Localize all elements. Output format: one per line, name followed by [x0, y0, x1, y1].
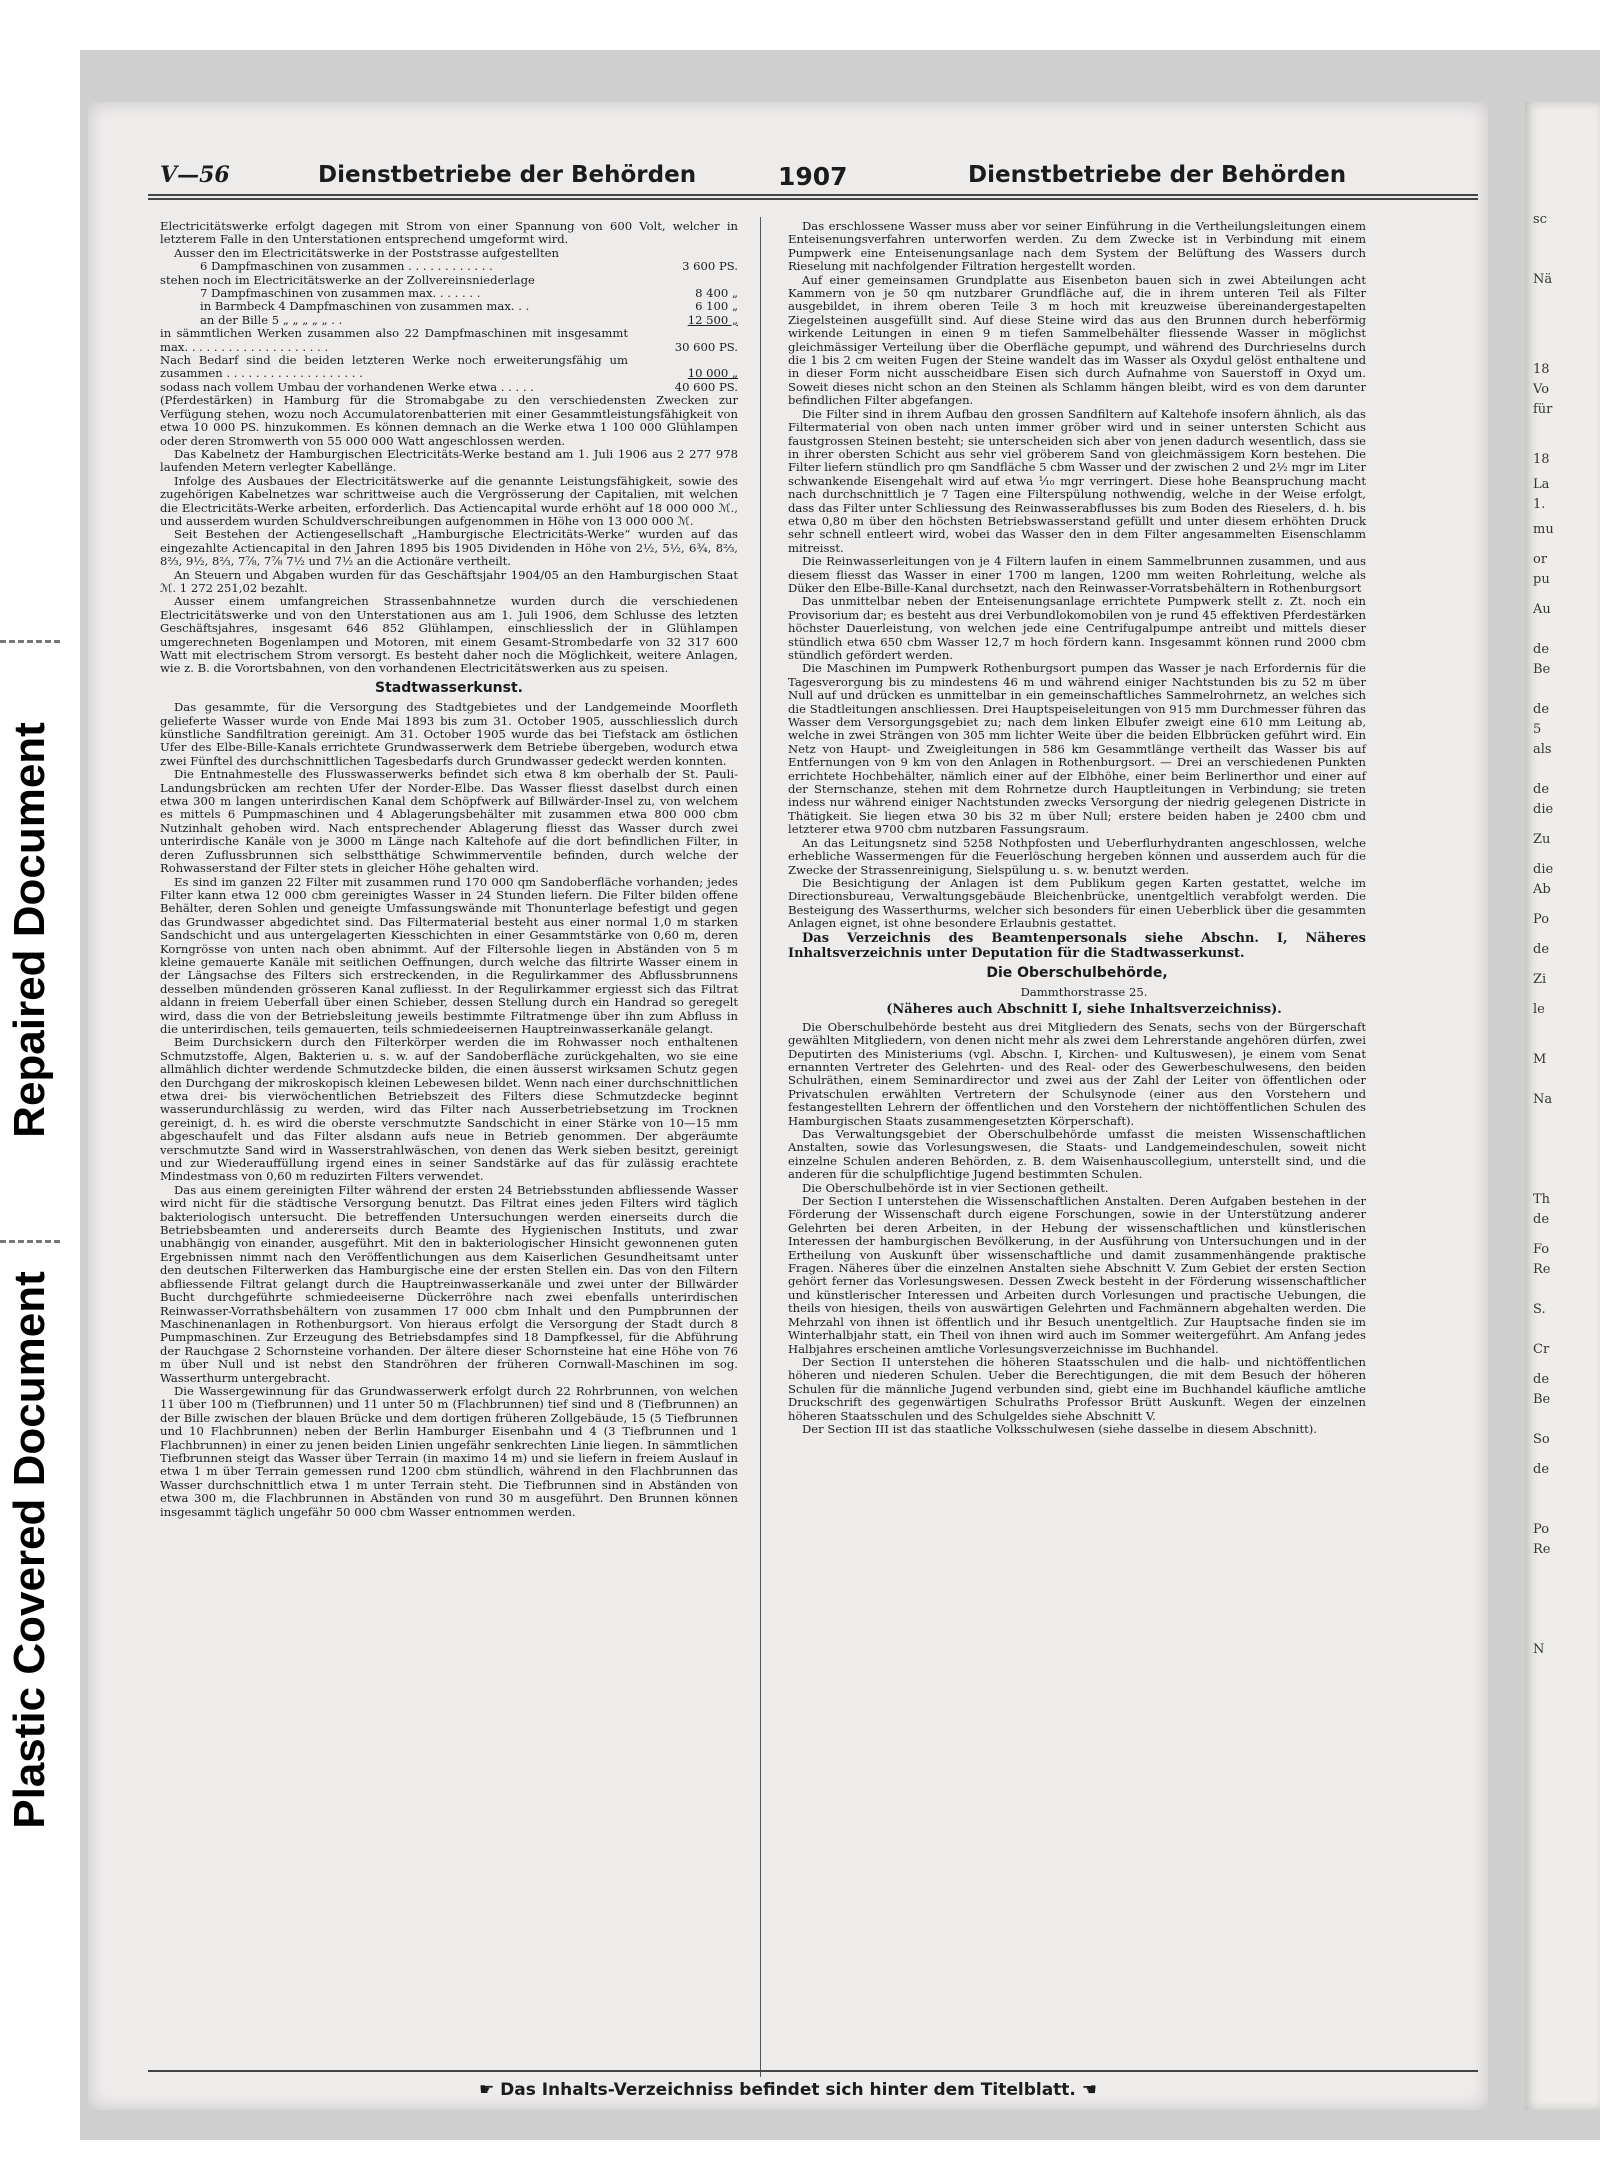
table-value: 10 000 „ [687, 366, 738, 381]
footer-rule [148, 2070, 1478, 2072]
paragraph: Das Kabelnetz der Hamburgischen Electricitäts-Werke bestand am 1. Juli 1906 aus 2 277 978 laufenden Metern verlegter Kabellänge. [160, 446, 738, 475]
next-page-fragment: La [1533, 477, 1550, 492]
paragraph: Die Besichtigung der Anlagen ist dem Publikum gegen Karten gestattet, welche im Directionsbureau, Verwaltungsgebäude Bleichenbrücke, unentgeltlich verabfolgt werden. Die Besteigung des Wasserthurms, welcher sich besonders für einen Ueberblick über die gesammten Anlagen eignet, ist ohne besondere Erlaubnis gestattet. [788, 875, 1366, 931]
document-page [88, 102, 1488, 2110]
next-page-fragment: de [1533, 782, 1550, 797]
paragraph: Das aus einem gereinigten Filter während der ersten 24 Betriebsstunden abfliessende Wasser wird nicht für die städtische Versorgung benutzt. Das Filtrat eines jeden Filters wird täglich bakteriologisch untersucht. Die betreffenden Untersuchungen werden einerseits durch die Betriebsbeamten und andererseits durch Beamte des Hygienischen Instituts, und zwar unabhängig von einander, ausgeführt. Mit den in bakteriologischer Hinsicht gewonnenen guten Ergebnissen nimmt nach den Veröffentlichungen aus dem Kaiserlichen Gesundheitsamt unter den deutschen Filterwerken das Hamburgische eine der ersten Stellen ein. Das von den Filtern abfliessende Filtrat gelangt durch die Hauptreinwasserkanäle und zwei unter der Billwärder Bucht durchgeführte schmiedeeiserne Dückerröhre nach zwei ebenfalls unterirdischen Reinwasser-Vorrathsbehältern von zusammen 17 000 cbm Inhalt und den Pumpbrunnen der Maschinenanlagen in Rothenburgsort. Von hieraus erfolgt die Versorgung der Stadt durch 8 Pumpmaschinen. Zur Erzeugung des Betriebsdampfes sind 18 Dampfkessel, für die Abführung der Rauchgase 2 Schornsteine vorhanden. Der ältere dieser Schornsteine hat eine Höhe von 76 m über Null und ist nebst den Standröhren der früheren Cornwall-Maschinen im sog. Wasserthurm untergebracht. [160, 1182, 738, 1385]
next-page-fragment: de [1533, 1462, 1550, 1477]
paragraph: Die Reinwasserleitungen von je 4 Filtern laufen in einem Sammelbrunnen zusammen, und aus diesem fliesst das Wasser in einer 1700 m langen, 1200 mm weiten Rohrleitung, welche als Düker den Elbe-Bille-Kanal durchsetzt, nach den Reinwasser-Vorratsbehältern in Rothenburgsort [788, 554, 1366, 595]
table-value [628, 274, 738, 287]
paragraph: Das gesammte, für die Versorgung des Stadtgebietes und der Landgemeinde Moorfleth gelieferte Wasser wurde von Ende Mai 1893 bis zum 31. October 1905, ausschliesslich durch künstliche Sandfiltration gereinigt. Am 31. October 1905 wurde das bei Tiefstack am östlichen Ufer des Elbe-Bille-Kanals errichtete Grundwasserwerk dem Betriebe übergeben, wodurch etwa zwei Fünftel des durchschnittlichen Tagesbedarfs durch Grundwasser gedeckt werden konnten. [160, 700, 738, 768]
next-page-fragment: die [1533, 802, 1554, 817]
paragraph: Die Wassergewinnung für das Grundwasserwerk erfolgt durch 22 Rohrbrunnen, von welchen 11 über 100 m (Tiefbrunnen) und 11 unter 50 m (Flachbrunnen) tief sind und 8 (Tiefbrunnen) an der Bille zwischen der blauen Brücke und dem dortigen früheren Zollgebäude, 15 (5 Tiefbrunnen und 10 Flachbrunnen) neben der Berlin Hamburger Eisenbahn und 4 (3 Tiefbrunnen und 1 Flachbrunnen) in einer zu jenen beiden Linien ungefähr senkrechten Linie liegen. In sämmtlichen Tiefbrunnen steigt das Wasser über Terrain (in maximo 14 m) und sie liefern in freiem Auslauf in etwa 1 m über Terrain gemessen rund 1200 cbm stündlich, während in den Flachbrunnen das Wasser durchschnittlich etwa 1 m unter Terrain steht. Die Tiefbrunnen sind in Abständen von etwa 300 m, die Flachbrunnen in Abständen von rund 30 m ausgeführt. Den Brunnen können insgesammt täglich ungefähr 50 000 cbm Wasser entnommen werden. [160, 1383, 738, 1519]
next-page-fragment: Cr [1533, 1342, 1550, 1357]
repaired-label [0, 650, 60, 1210]
next-page-fragment: 5 [1533, 722, 1542, 737]
next-page-fragment: 18 [1533, 362, 1550, 377]
next-page-fragment: de [1533, 702, 1550, 717]
paragraph: Das unmittelbar neben der Enteisenungsanlage errichtete Pumpwerk stellt z. Zt. noch ein Provisorium dar; es besteht aus drei Verbundlokomobilen von je rund 45 effektiven Pferdestärken höchster Dauerleistung, von welchen jede eine Centrifugalpumpe antreibt und mittels dieser stündlich etwa 650 cbm Wasser 12,7 m hoch fördern kann. Insgesammt können rund 2000 cbm stündlich gefördert werden. [788, 594, 1366, 662]
table-label: in sämmtlichen Werken zusammen also 22 Dampfmaschinen mit insgesammt max. . . . . . . . . . . . . . . . . . . . [160, 326, 628, 354]
next-page-fragment: M [1533, 1052, 1547, 1067]
next-page-fragment: Fo [1533, 1242, 1550, 1257]
pointing-hand-icon: ☚ [1075, 2080, 1098, 2100]
paragraph: Seit Bestehen der Actiengesellschaft „Hamburgische Electricitäts-Werke“ wurden auf das eingezahlte Actiencapital in den Jahren 1895 bis 1905 Dividenden in Höhe von 2½, 5½, 6¾, 8⅔, 8⅔, 9½, 8⅔, 7⅞, 7⅞ 7½ und 7½ an die Actionäre vertheilt. [160, 527, 738, 569]
next-page-fragment: Zu [1533, 832, 1551, 847]
plastic-label-text: Plastic Covered Document [5, 1271, 54, 1829]
next-page-fragment: mu [1533, 522, 1554, 537]
label-divider [0, 640, 60, 643]
pointing-hand-icon: ☛ [478, 2080, 501, 2100]
table-value: 3 600 PS. [682, 259, 738, 274]
right-column [788, 220, 1366, 1436]
left-column [160, 220, 738, 1519]
next-page-fragment: de [1533, 942, 1550, 957]
table-value: 40 600 PS. [674, 379, 738, 394]
next-page-fragment: Po [1533, 1522, 1550, 1537]
table-label: an der Bille 5 „ „ „ „ „ . . [200, 312, 343, 327]
section-heading: Stadtwasserkunst. [375, 679, 523, 696]
paragraph: Das erschlossene Wasser muss aber vor seiner Einführung in die Vertheilungsleitungen einem Enteisenungsverfahren unterworfen werden. Zu dem Zwecke ist in Verbindung mit einem Pumpwerk eine Enteisenungsanlage nach dem System der Belüftung des Wassers durch Rieselung mit nachfolgender Filtration hergestellt worden. [788, 219, 1366, 274]
repaired-label-text: Repaired Document [5, 722, 55, 1138]
table-row [160, 274, 738, 287]
paragraph: Infolge des Ausbaues der Electricitätswerke auf die genannte Leistungsfähigkeit, sowie des zugehörigen Kabelnetzes war schrittweise auch die Vergrösserung der Capitalien, mit welchen die Electricitäts-Werke arbeiten, erforderlich. Das Actiencapital wurde erhöht auf 18 000 000 ℳ., und ausserdem wurden Schuldverschreibungen aufgenommen in Höhe von 13 000 000 ℳ. [160, 473, 738, 528]
next-page-fragment: die [1533, 862, 1554, 877]
next-page-fragment: de [1533, 1212, 1550, 1227]
next-page-fragment: Be [1533, 1392, 1551, 1407]
next-page-fragment: Th [1533, 1192, 1551, 1207]
next-page-fragment: de [1533, 642, 1550, 657]
paragraph: Die Entnahmestelle des Flusswasserwerks befindet sich etwa 8 km oberhalb der St. Pauli-Landungsbrücken am rechten Ufer der Norder-Elbe. Das Wasser fliesst daselbst durch einen etwa 300 m langen unterirdischen Kanal dem Schöpfwerk auf Billwärder-Insel zu, von welchem es mittels 6 Pumpmaschinen und 4 Ablagerungsbehälter mit zusammen etwa 800 000 cbm Nutzinhalt gehoben wird. Nach entsprechender Ablagerung fliesst das Wasser durch zwei unterirdische Kanäle von je 3000 m Länge nach Kaltehofe auf die dort befindlichen Filter, in deren Zuflussbrunnen sich selbstthätige Schwimmerventile befinden, durch welche der Rohwasserstand der Filter stets in gleicher Höhe gehalten wird. [160, 767, 738, 876]
reference-note: Das Verzeichnis des Beamtenpersonals siehe Abschn. I, Näheres Inhaltsverzeichnis unter Deputation für die Stadtwasserkunst. [788, 930, 1366, 961]
next-page-fragment: So [1533, 1432, 1550, 1447]
running-title-right: Dienstbetriebe der Behörden [968, 162, 1347, 188]
footer-text: Das Inhalts-Verzeichniss befindet sich hinter dem Titelblatt. [500, 2080, 1076, 2100]
table-label: 6 Dampfmaschinen von zusammen . . . . . . . . . . . . [200, 259, 493, 274]
address: Dammthorstrasse 25. [1020, 984, 1148, 999]
paragraph: Es sind im ganzen 22 Filter mit zusammen rund 170 000 qm Sandoberfläche vorhanden; jedes Filter kann etwa 12 000 cbm gereinigtes Wasser in 24 Stunden liefern. Die Filter bilden offene Behälter, deren Sohlen und geneigte Umfassungswände mit Thonunterlage befestigt und gegen das Grundwasser abgedichtet sind. Das Filtermaterial besteht aus einer normal 1,0 m starken Sandschicht und aus untergelagerten Kiesschichten in einer Gesammtstärke von 0,60 m, deren Korngrösse von unten nach oben abnimmt. Auf der Filtersohle liegen in Abständen von 5 m kleine gemauerte Kanäle mit seitlichen Oeffnungen, durch welche das filtrirte Wasser einem in der Längsachse des Filters sich erstreckenden, in die Regulirkammer des Abflussbrunnens desselben mündenden grösseren Kanal zufliesst. In der Regulirkammer ergiesst sich das Filtrat aldann in freiem Ueberfall über einen Schieber, dessen Stellung durch ein Handrad so geregelt wird, dass die von der Betriebsleitung jeweils bestimmte Filtratmenge über ihn zum Abfluss in die unterirdischen, teils gemauerten, teils schmiedeeisernen Hauptreinwasserkanäle gelangt. [160, 874, 738, 1036]
next-page-fragment: Au [1533, 602, 1551, 617]
next-page-fragment: Zi [1533, 972, 1547, 987]
next-page-fragment: pu [1533, 572, 1550, 587]
paragraph: An das Leitungsnetz sind 5258 Nothpfosten und Ueberflurhydranten angeschlossen, welche erhebliche Wassermengen für die Feuerlöschung hergeben können und ausserdem auch für die Zwecke der Strassenreinigung, Sielspülung u. s. w. benutzt werden. [788, 835, 1366, 877]
next-page-fragment: Re [1533, 1262, 1551, 1277]
next-page-fragment: Re [1533, 1542, 1551, 1557]
paragraph: (Pferdestärken) in Hamburg für die Stromabgabe zu den verschiedensten Zwecken zur Verfügung stehen, wozu noch Accumulatorenbatterien mit einer Gesammtleistungsfähigkeit von etwa 10 000 PS. hinzukommen. Es können demnach an die Werke etwa 1 100 000 Glühlampen oder deren Stromwerth von 55 000 000 Watt angeschlossen werden. [160, 393, 738, 448]
paragraph: Electricitätswerke erfolgt dagegen mit Strom von einer Spannung von 600 Volt, welcher in letzterem Falle in den Unterstationen entsprechend umgeformt wird. [160, 219, 738, 247]
next-page-fragment: 1. [1533, 497, 1546, 512]
paragraph: Der Section I unterstehen die Wissenschaftlichen Anstalten. Deren Aufgaben bestehen in der Förderung der Wissenschaft durch eigene Forschungen, sowie in der Unterstützung anderer Gelehrten bei deren Arbeiten, in der Hebung der wissenschaftlichen und künstlerischen Interessen der hamburgischen Bevölkerung, in der Ausführung von Untersuchungen und in der Ertheilung von Auskunft über wissenschaftliche und damit zusammenhängende praktische Fragen. Näheres über die einzelnen Anstalten siehe Abschnitt V. Zum Gebiet der ersten Section gehört ferner das Vorlesungswesen. Dessen Zweck besteht in der Förderung wissenschaftlicher und künstlerischer Interessen und Arbeiten durch Vorlesungen und practische Uebungen, die theils von hiesigen, theils von auswärtigen Gelehrten und Fachmännern abgehalten werden. Die Mehrzahl von ihnen ist öffentlich und ihr Besuch unentgeltlich. Zur Hauptsache finden sie im Winterhalbjahr statt, ein Theil von ihnen wird auch im Sommer weitergeführt. Am Anfang jedes Halbjahres erscheinen amtliche Vorlesungsverzeichnisse im Buchhandel. [788, 1194, 1366, 1356]
page-number: V—56 [160, 162, 230, 188]
plastic-label [0, 1270, 60, 1830]
next-page-fragment: 18 [1533, 452, 1550, 467]
paragraph: Ausser einem umfangreichen Strassenbahnnetze wurden durch die verschiedenen Electricitätswerke und von den Unterstationen aus am 1. Juli 1906, dem Schlusse des letzten Geschäftsjahres, insgesamt 646 852 Glühlampen, einschliesslich der in Glühlampen umgerechneten Bogenlampen und Motoren, mit einem Gesamt-Strombedarfe von 32 317 600 Watt mit electrischem Strom versorgt. Es besteht daher noch die Möglichkeit, weitere Anlagen, wie z. B. die Vorortsbahnen, von den vorhandenen Electricitätswerken aus zu speisen. [160, 594, 738, 676]
paragraph: Die Oberschulbehörde besteht aus drei Mitgliedern des Senats, sechs von der Bürgerschaft gewählten Mitgliedern, von denen nicht mehr als zwei dem Lehrerstande angehören dürfen, zwei Deputirten des Ministeriums (vgl. Abschn. I, Kirchen- und Kultuswesen), je einem vom Senat ernannten Vertreter des Gelehrten- und des Real- oder des Gewerbeschulwesens, den beiden Schulräthen, einem Seminardirector und zwei aus der Zahl der Leiter von öffentlichen oder Privatschulen erwählten Vertretern der Schulsynode (einer aus den Vorstehern und festangestellten Lehrern der öffentlichen und den Vorstehern der nichtöffentlichen Schulen des Hamburgischen Staats zusammengesetzten Körperschaft). [788, 1019, 1366, 1128]
paragraph: Die Oberschulbehörde ist in vier Sectionen getheilt. [802, 1180, 1109, 1195]
table-label: in Barmbeck 4 Dampfmaschinen von zusammen max. . . [200, 299, 530, 314]
next-page-fragment: de [1533, 1372, 1550, 1387]
paragraph: Der Section III ist das staatliche Volksschulwesen (siehe dasselbe in diesem Abschnitt). [802, 1421, 1317, 1436]
next-page-fragment: Ab [1533, 882, 1551, 897]
next-page-fragment: Vo [1533, 382, 1550, 397]
next-page-fragment: für [1533, 402, 1553, 417]
paragraph: Auf einer gemeinsamen Grundplatte aus Eisenbeton bauen sich in zwei Abteilungen acht Kammern von je 50 qm nutzbarer Grundfläche auf, die in ihrem unteren Teil als Filter ausgebildet, in ihrem oberen Teile 3 m hoch mit kreuzweise übereinandergestapelten Ziegelsteinen ausgefüllt sind. Auf diese Steine wird das aus den Brunnen durch heberförmig wirkende Leitungen in einen 9 m tiefen Sammelbehälter fliessende Wasser in möglichst gleichmässiger Verteilung über die Oberfläche gepumpt, und während des Durchrieselns durch die 1 bis 2 cm weiten Fugen der Steine wandelt das im Wasser als Oxydul gelöst enthaltene und in dieser Form nicht ausscheidbare Eisen sich durch Aufnahme von Sauerstoff in Oxyd um. Soweit dieses nicht schon an den Steinen als Schlamm hängen bleibt, wird es von dem darunter befindlichen Filter abgefangen. [788, 272, 1366, 408]
running-title-left: Dienstbetriebe der Behörden [318, 162, 697, 188]
section-heading: Die Oberschulbehörde, [986, 964, 1168, 981]
next-page-fragment: le [1533, 1002, 1545, 1017]
table-value: 30 600 PS. [674, 339, 738, 354]
table-row [160, 381, 738, 394]
paragraph: Beim Durchsickern durch den Filterkörper werden die im Rohwasser noch enthaltenen Schmutzstoffe, Algen, Bakterien u. s. w. auf der Sandoberfläche zurückgehalten, wo sie eine allmählich dichter werdende Schmutzdecke bilden, die einen äusserst wirksamen Schutz gegen den Durchgang der mikroskopisch kleinen Lebewesen bildet. Wenn nach einer durchschnittlichen etwa drei- bis vierwöchentlichen Betriebszeit des Filters diese Schmutzdecke beginnt wasserundurchlässig zu werden, wird das Filter nach Ausserbetriebsetzung im Trocknen gereinigt, d. h. es wird die oberste verschmutzte Sandschicht in einer Stärke von 10—15 mm abgeschaufelt und das Filter alsdann aufs neue in Betrieb genommen. Der abgeräumte verschmutzte Sand wird in Wasserstrahlwäschen, von denen das Werk sieben besitzt, gereinigt und zur Wiederauffüllung irgend eines in seiner Sandstärke auf das für zulässig erachtete Mindestmass von 0,60 m reduzirten Filters verwendet. [160, 1035, 738, 1184]
next-page-fragment: S. [1533, 1302, 1546, 1317]
header-rule [148, 194, 1478, 196]
next-page-edge [1525, 102, 1600, 2110]
table-value: 6 100 „ [695, 299, 738, 314]
column-divider [760, 217, 761, 2077]
header-rule [148, 198, 1478, 200]
label-divider [0, 1240, 60, 1243]
paragraph: Der Section II unterstehen die höheren Staatsschulen und die halb- und nichtöffentlichen höheren und niederen Schulen. Ueber die Berechtigungen, die mit dem Besuch der höheren Schulen für die männliche Jugend verbunden sind, giebt eine im Buchhandel käufliche amtliche Druckschrift des gegenwärtigen Schulraths Professor Brütt Auskunft. Wegen der einzelnen höheren Staatsschulen und des Schulgeldes siehe Abschnitt V. [788, 1354, 1366, 1423]
paragraph: Ausser den im Electricitätswerke in der Poststrasse aufgestellten [174, 245, 559, 260]
table-row [160, 327, 738, 354]
table-row [160, 354, 738, 381]
next-page-fragment: or [1533, 552, 1548, 567]
table-row [160, 300, 738, 313]
reference-note: (Näheres auch Abschnitt I, siehe Inhaltsverzeichniss). [886, 1002, 1282, 1018]
next-page-fragment: Be [1533, 662, 1551, 677]
next-page-fragment: Na [1533, 1092, 1553, 1107]
next-page-fragment: Po [1533, 912, 1550, 927]
paragraph: Die Maschinen im Pumpwerk Rothenburgsort pumpen das Wasser je nach Erfordernis für die Tagesverorgung bis zu mindestens 46 m und während einiger Nachtstunden bis zu 52 m über Null auf und drücken es unmittelbar in ein gemeinschaftliches Sammelrohrnetz, an welches sich die Stadtleitungen anschliessen. Drei Hauptspeiseleitungen von 915 mm Durchmesser führen das Wasser dem Versorgungsgebiet zu; nach dem linken Elbufer zweigt eine 610 mm Leitung ab, welche in zwei Strängen von 305 mm lichter Weite über die beiden Elbbrücken geführt wird. Ein Netz von Haupt- und Zweigleitungen in 586 km Gesammtlänge vertheilt das Wasser bis auf Entfernungen von 9 km von den Anlagen in Rothenburgsort. — Drei an verschiedenen Punkten errichtete Hochbehälter, nämlich einer auf der Elbhöhe, einer beim Berlinerthor und einer auf der Sternschanze, stehen mit dem Rohrnetze durch Hauptleitungen in Verbindung; sie treten indess nur während einiger Nachtstunden zwecks Versorgung der niedrig gelegenen Districte in Thätigkeit. Sie liegen etwa 30 bis 32 m über Null; erstere beiden haben je 2400 cbm und letzterer etwa 9700 cbm nutzbaren Fassungsraum. [788, 661, 1366, 837]
table-label: stehen noch im Electricitätswerke an der Zollvereinsniederlage [160, 272, 535, 287]
table-row [160, 287, 738, 300]
year-heading: 1907 [778, 162, 848, 191]
table-row [160, 314, 738, 327]
next-page-fragment: als [1533, 742, 1552, 757]
paragraph: Die Filter sind in ihrem Aufbau den grossen Sandfiltern auf Kaltehofe insofern ähnlich, als das Filtermaterial von oben nach unten immer gröber wird und in seiner untersten Schicht aus faustgrossen Steinen besteht; sie unterscheiden sich aber von jenen dadurch wesentlich, dass sie in ihrer obersten Schicht aus sehr viel gröberem Sand von gleichmässigem Korn bestehen. Die Filter liefern stündlich pro qm Sandfläche 5 cbm Wasser und der zwischen 2 und 2½ mgr im Liter schwankende Eisengehalt wird auf etwa ¹⁄₁₀ mgr verringert. Diese hohe Beanspruchung macht nach durchschnittlich je 7 Tagen eine Filterspülung nothwendig, welche in der Weise erfolgt, dass das Filter unter Schliessung des Reinwasserabflusses bis zum Boden des Rieselers, d. h. bis etwa 0,80 m über den höchsten Betriebswasserstand gefüllt und unter diesem erhöhten Druck sehr schnell entleert wird, wobei das Wasser den in dem Filter angesammelten Eisenschlamm mitreisst. [788, 406, 1366, 555]
table-value: 8 400 „ [695, 286, 738, 301]
paragraph: Das Verwaltungsgebiet der Oberschulbehörde umfasst die meisten Wissenschaftlichen Anstalten, sowie das Vorlesungswesen, die Staats- und Landgemeindeschulen, soweit nicht einzelne Schulen anderen Behörden, z. B. dem Waisenhauscollegium, unterstellt sind, und die anderen für die schulpflichtige Jugend bestimmten Schulen. [788, 1127, 1366, 1182]
next-page-fragment: N [1533, 1642, 1545, 1657]
next-page-fragment: Nä [1533, 272, 1553, 287]
table-label: 7 Dampfmaschinen von zusammen max. . . . . . . [200, 286, 481, 301]
table-value: 12 500 „ [687, 312, 738, 327]
table-label: sodass nach vollem Umbau der vorhandenen Werke etwa . . . . . [160, 379, 534, 394]
table-label: Nach Bedarf sind die beiden letzteren Werke noch erweiterungsfähig um zusammen . . . . . . . . . . . . . . . . . . . [160, 353, 628, 381]
paragraph: An Steuern und Abgaben wurden für das Geschäftsjahr 1904/05 an den Hamburgischen Staat ℳ. 1 272 251,02 bezahlt. [160, 567, 738, 595]
next-page-fragment: sc [1533, 212, 1547, 227]
table-row [160, 260, 738, 273]
footer-note [88, 2080, 1488, 2100]
